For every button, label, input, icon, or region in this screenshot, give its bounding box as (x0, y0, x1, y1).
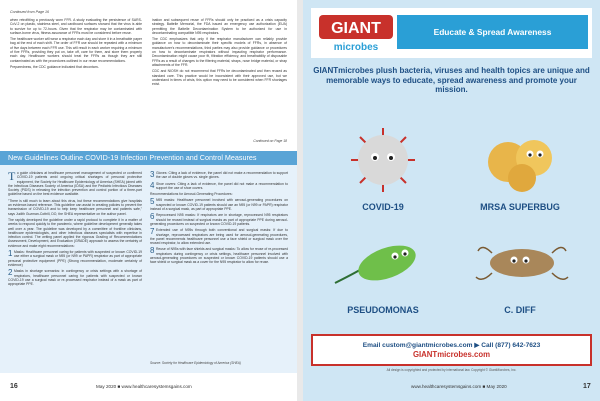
article-headline: New Guidelines Outline COVID-19 Infection Prevention and Control Measures (0, 151, 297, 165)
mrsa-plush-image (452, 120, 588, 200)
pseudomonas-plush-image (315, 223, 451, 303)
svg-text:microbes: microbes (333, 42, 379, 53)
ad-headline: GIANTmicrobes plush bacteria, viruses and health topics are unique and memorable ways to educate, spread awareness and promote your mission. (313, 66, 590, 95)
drop-cap: T (8, 171, 16, 183)
article-source: Source: Society for Healthcare Epidemiology of America (SHEA) (150, 361, 241, 365)
top-column-2 (152, 18, 287, 138)
paragraph: when retrofitting a previously worn FFR. A study evaluating the persistence of SARS-CoV-2 on plastic, stainless steel, and cardboard surfaces showed that the virus is able to survive for up to 72-hours. Given that the respirator may be contaminated with surface-borne virus, fitness assurance of FFRs must be considered before reuse. (10, 18, 142, 35)
contact-info[interactable]: Email custom@giantmicrobes.com ▶ Call (877) 642-7623 (362, 342, 541, 349)
svg-text:GIANT: GIANT (331, 20, 381, 37)
item-number: 1 (8, 249, 13, 259)
product-label: C. DIFF (504, 305, 536, 315)
paragraph: ination and subsequent reuse of FFRs should only be practiced as a crisis capacity strategy. Battelle Memorial, the FDA issued an emergency use authorization (EUA) permitting the Battelle Decontamination System to be authorized for use in decontaminating compatible N95 respirators. (152, 18, 287, 35)
paragraph: To guide clinicians at healthcare personnel management of suspected or confirmed COVID-19 patients amid ongoing critical shortages of personal protective equipment, the Society for Healthcare Epidemiology of America (SHEA) joined with the Infectious Diseases Society of America (IDSA) and the Pediatric Infectious Diseases Society (PIDS) in releasing the infection prevention and control portion of a three-part guideline based on the best evidence available. (8, 171, 142, 197)
product-cdiff (452, 223, 588, 325)
list-item: 5 N95 masks: Healthcare personnel involved with aerosol-generating procedures on suspected or known COVID-19 patients should use an N95 (or N99 or PAPR) respirator instead of a surgical mask, as part of appropriate PPE. (150, 197, 288, 212)
product-label: MRSA SUPERBUG (480, 202, 560, 212)
giantmicrobes-logo (317, 11, 395, 55)
subheading: Recommendations for Aerosol-Generating Procedures: (150, 192, 233, 197)
paragraph: CDC and NIOSH do not recommend that FFRs be decontaminated and then reused as standard care. This practice would be inconsistent with their approved use, but we understand in times of crisis, this option may need to be considered when FFR shortages exist. (152, 69, 287, 87)
ad-banner: Educate & Spread Awareness (397, 15, 588, 49)
list-item: 4 Shoe covers: Citing a lack of evidence, the panel did not make a recommendation to support the use of shoe covers. (150, 180, 288, 190)
right-page (303, 0, 600, 401)
list-item: 7 Extended use of N95s through both conventional and surgical masks: If due to shortage, reprocessed respirators are being used for aerosol-generating procedures, the panel recommends healthcare personnel use a face shield or surgical mask over the reused respirator, to allow extended use. (150, 227, 288, 246)
footer-right: www.healthcaresystemsgains.com ■ May 2020 (411, 384, 507, 389)
paragraph: The healthcare worker will wear a respirator each day and store it in a breathable paper bag at the end of each shift. The order of FFR use should be repeated with a minimum of five days between each FFR use. This will result in each worker requiring a minimum of five FFRs, providing they put on, take off, care for them, and store them properly each day. Healthcare workers should treat the FFRs as though they are still contaminated as with the procedures outlined in our reuse recommendations. (10, 37, 142, 63)
paragraph: The CDC emphasizes that only if the respirator manufacturer can reliably provide guidance on how to decontaminate their specific models of FFRs, in absence of manufacturer's recommendations, third parties may also provide guidance or procedures on how to decontaminate respirators without impacting respirator performance. Decontamination might cause poor fit, filtration efficiency, and breathability of disposable FFRs as a result of changes to the filtering material, straps, nose bridge material, or strap attachments of the FFR. (152, 37, 287, 67)
list-item: 8 Reuse of N95s with face shields and surgical masks: To allow for reuse of re-processed respirators during contingency or crisis settings, healthcare personnel involved with aerosol-generating procedures on suspected or known COVID-19 patients should use a face shield or surgical mask as a cover for the N95 respirator to allow for reuse. (150, 246, 288, 265)
list-item: 2 Masks in shortage scenarios: in contingency or crisis settings with a shortage of respirators, healthcare personnel caring for patients with suspected or known COVID-19 use a surgical mask or re-processed respirator instead of a mask as part of appropriate PPE. (8, 268, 142, 287)
ad-header (311, 8, 592, 58)
item-number: 4 (150, 180, 155, 190)
item-number: 8 (150, 246, 155, 256)
item-number: 3 (150, 171, 155, 179)
microbe-grid (315, 120, 588, 325)
product-label: PSEUDOMONAS (347, 305, 419, 315)
giantmicrobes-ad (303, 0, 600, 401)
list-item: 6 Reprocessed N95 masks: If respirators are in shortage, reprocessed N95 respirators should be reused instead of surgical masks as part of appropriate PPE during aerosol-generating procedures on suspected or known COVID-19 patients. (150, 212, 288, 226)
page-number-right: 17 (583, 383, 591, 390)
paragraph: The rapidly developed the guideline under a rapid protocol to complete it in a matter of weeks to respond quickly to the pandemic, where guideline development generally takes well over a year. The guideline was developed by a committee of frontline clinicians, healthcare epidemiologists, and other infectious diseases specialists with expertise in infection control. The writing panel applied the rigorous Grading of Recommendations Assessment, Development, and Evaluation (GRADE) approach to assess the certainty of evidence and make eight recommendations: (8, 217, 142, 248)
article-box (0, 151, 297, 373)
covid-plush-image (315, 120, 451, 200)
continued-on-label: Continued on Page 18 (253, 139, 287, 143)
copyright-note: All design is copyrighted and protected by international law. Copyright © GiantMicrobes, Inc. (386, 368, 517, 372)
cdiff-plush-image (452, 223, 588, 303)
left-page (0, 0, 297, 401)
list-item: 1 Masks: Healthcare personnel caring for patients with suspected or known COVID-19 use either a surgical mask or N95 (or N99 or PAPR) respirator as part of appropriate personal protective equipment (PPE) (Strong recommendation, moderate certainty of evidence) (8, 249, 142, 267)
website-link[interactable]: GIANTmicrobes.com (412, 350, 491, 359)
article-column-1 (8, 171, 142, 369)
product-label: COVID-19 (362, 202, 404, 212)
paragraph: "There is still much to learn about this virus, but these recommendations give hospitals an evidence-based reference. This guideline can assist in creating policies to prevent the transmission of COVID-19 and to help keep healthcare personnel and patients safe," says Judith Guzman-Cottrill, DO, the SHEA representative on the author panel. (8, 198, 142, 216)
article-column-2 (150, 171, 288, 359)
product-pseudomonas (315, 223, 451, 325)
continued-from-label: Continued from Page 16 (10, 10, 49, 14)
item-number: 2 (8, 268, 13, 278)
paragraph: Preparedness, the CDC guidance indicated that decontam- (10, 64, 99, 69)
contact-box (311, 334, 592, 366)
list-item: 3 Gloves: Citing a lack of evidence, the panel did not make a recommendation to support the use of double gloves vs. single gloves. (150, 171, 288, 180)
footer-left: May 2020 ■ www.healthcaresystemsgains.com (96, 384, 192, 389)
top-column-1 (10, 18, 142, 138)
product-mrsa (452, 120, 588, 222)
item-number: 5 (150, 197, 155, 207)
item-number: 6 (150, 212, 155, 222)
product-covid19 (315, 120, 451, 222)
item-number: 7 (150, 227, 155, 237)
page-number-left: 16 (10, 383, 18, 390)
